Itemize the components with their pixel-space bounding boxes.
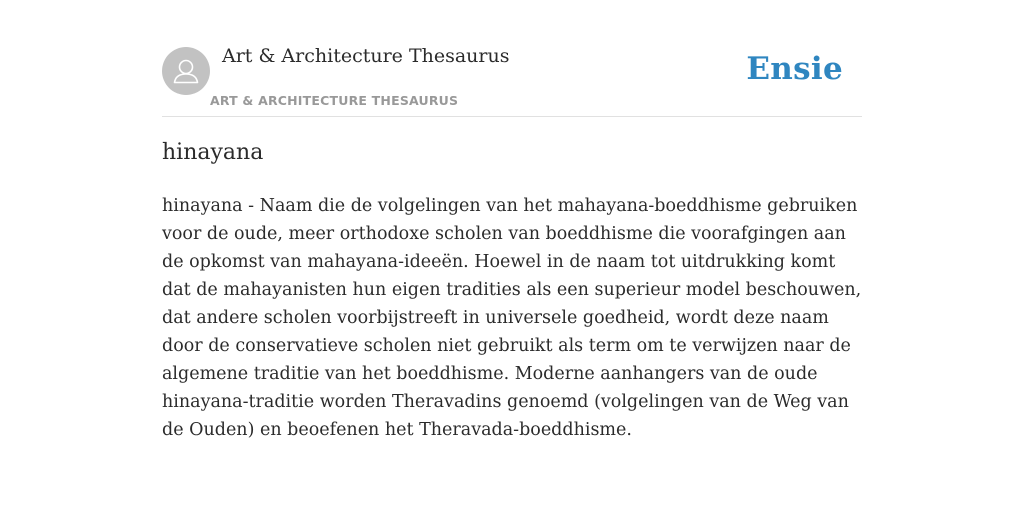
source-tag[interactable]: ART & ARCHITECTURE THESAURUS xyxy=(210,93,459,108)
source-name[interactable]: Art & Architecture Thesaurus xyxy=(222,45,510,67)
user-silhouette-icon[interactable] xyxy=(162,47,210,95)
ensie-logo[interactable]: Ensie xyxy=(746,51,843,87)
entry-definition: hinayana - Naam die de volgelingen van het mahayana-boeddhisme gebruiken voor de oude, meer orthodoxe scholen van boeddhisme die voorafgingen aan de opkomst van mahayana-ideeën. Hoewel in de naam tot uitdrukking komt dat de mahayanisten hun eigen tradities als een superieur model beschouwen, dat andere scholen voorbijstreeft in universele goedheid, wordt deze naam door de conservatieve scholen niet gebruikt als term om te verwijzen naar de algemene traditie van het boeddhisme. Moderne aanhangers van de oude hinayana-traditie worden Theravadins genoemd (volgelingen van de Weg van de Ouden) en beoefenen het Theravada-boeddhisme. xyxy=(162,196,862,440)
entry-term: hinayana xyxy=(162,140,264,165)
card-header xyxy=(162,0,862,117)
definition-card xyxy=(162,0,862,512)
